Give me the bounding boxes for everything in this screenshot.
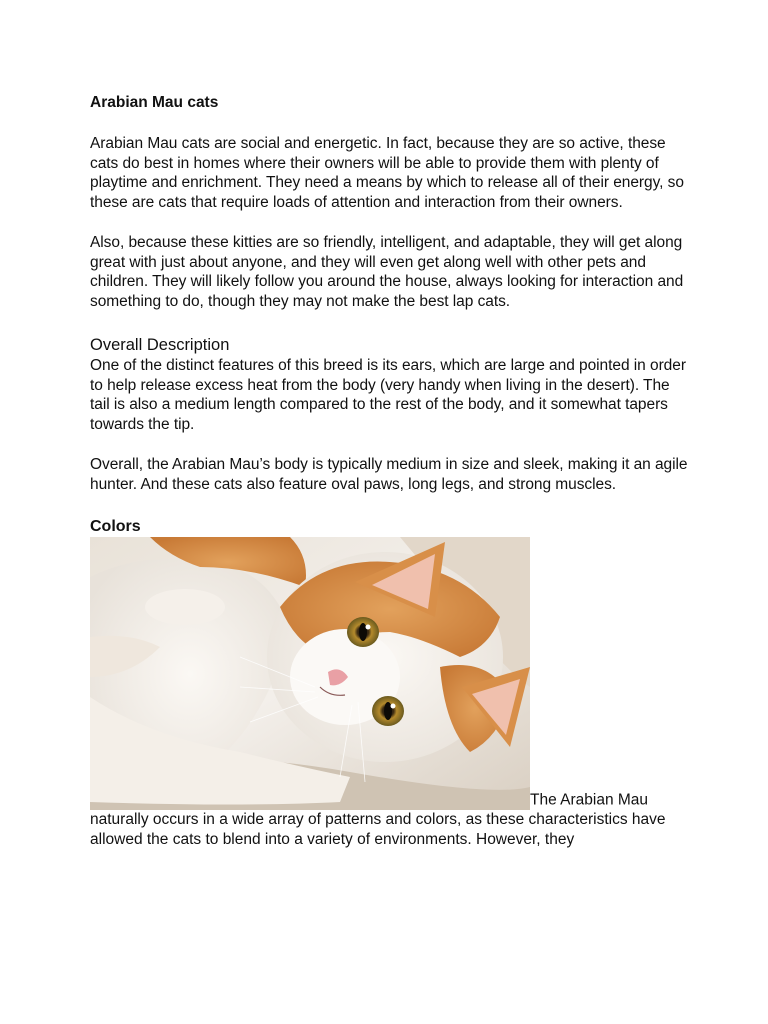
overall-paragraph-2: Overall, the Arabian Mau’s body is typically medium in size and sleek, making it an agile hunter. And these cats also feature oval paws, long legs, and strong muscles. — [90, 456, 688, 493]
overall-paragraph-1: One of the distinct features of this breed is its ears, which are large and pointed in order to help release excess heat from the body (very handy when living in the desert). The tail is also a medium length compared to the rest of the body, and it somewhat tapers towards the tip. — [90, 357, 686, 433]
colors-heading: Colors — [90, 518, 141, 535]
colors-figure-paragraph — [90, 537, 690, 849]
document-page — [90, 93, 690, 849]
document-title: Arabian Mau cats — [90, 94, 219, 111]
overall-description-heading: Overall Description — [90, 336, 230, 354]
cat-photo — [90, 537, 530, 810]
intro-paragraph-2: Also, because these kitties are so friendly, intelligent, and adaptable, they will get along great with just about anyone, and they will even get along well with other pets and children. They will likely follow you around the house, always looking for interaction and something to do, though they may not make the best lap cats. — [90, 234, 684, 310]
colors-paragraph-text: The Arabian Mau naturally occurs in a wide array of patterns and colors, as these characteristics have allowed the cats to blend into a variety of environments. However, they — [90, 791, 666, 848]
intro-paragraph-1: Arabian Mau cats are social and energetic. In fact, because they are so active, these cats do best in homes where their owners will be able to provide them with plenty of playtime and enrichment. They need a means by which to release all of their energy, so these are cats that require loads of attention and interaction from their owners. — [90, 135, 684, 211]
